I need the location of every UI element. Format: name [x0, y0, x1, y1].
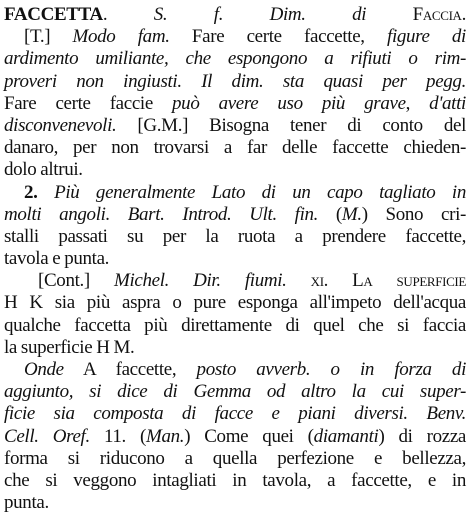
- text-line: proveri non ingiusti. Il dim. sta quasi per pegg.: [4, 70, 466, 92]
- base-word: Faccia: [412, 4, 462, 25]
- text-line: Onde A faccette, posto avverb. o in forza di: [24, 359, 467, 380]
- entry-heading-line: [4, 4, 466, 26]
- text-line: disconvenevoli. [G.M.] Bisogna tener di conto del: [4, 114, 466, 136]
- text-line: ficie sia composta di facce e piani diversi. Benv.: [4, 403, 466, 425]
- headword-period: .: [102, 4, 108, 25]
- text-line: la superficie H M.: [4, 336, 135, 358]
- text-line: dolo altrui.: [4, 159, 83, 181]
- text-line: forma si riducono a quella perfezione e bellezza,: [4, 447, 466, 469]
- text-line: che si veggono intagliati in tavola, a faccette, e in: [4, 469, 466, 491]
- text-line: stalli passati su per la ruota a prendere faccette,: [4, 225, 466, 247]
- text-line: H K sia più aspra o pure esponga all'impeto dell'acqua: [4, 292, 466, 314]
- text-line: [T.] Modo fam. Fare certe faccette, figure di: [24, 26, 466, 48]
- text-line: punta.: [4, 492, 49, 514]
- text-line: tavola e punta.: [4, 248, 110, 270]
- headword: FACCETTA: [4, 4, 103, 25]
- text-line: aggiunto, si dice di Gemma od altro la cui super-: [4, 381, 466, 403]
- text-line: Fare certe faccie può avere uso più grave, d'atti: [4, 92, 466, 114]
- text-line: 2. Più generalmente Lato di un capo tagliato in: [24, 181, 467, 203]
- text-line: danaro, per non trovarsi a far delle faccette chieden-: [4, 137, 466, 159]
- diminutive-note: Dim. di: [269, 4, 367, 25]
- text-line: [Cont.] Michel. Dir. fiumi. xi. La superficie: [38, 270, 467, 292]
- text-line: qualche faccetta più direttamente di quel che si faccia: [4, 314, 466, 336]
- dictionary-entry: [4, 4, 466, 514]
- text-line: molti angoli. Bart. Introd. Ult. fin. (M.) Sono cri-: [4, 203, 466, 225]
- text-line: Cell. Oref. 11. (Man.) Come quei (diamanti) di rozza: [4, 425, 467, 447]
- grammar-label: S. f.: [153, 4, 224, 25]
- text-line: ardimento umiliante, che espongono a rifiuti o rim-: [4, 48, 466, 70]
- base-word-period: .: [461, 4, 466, 25]
